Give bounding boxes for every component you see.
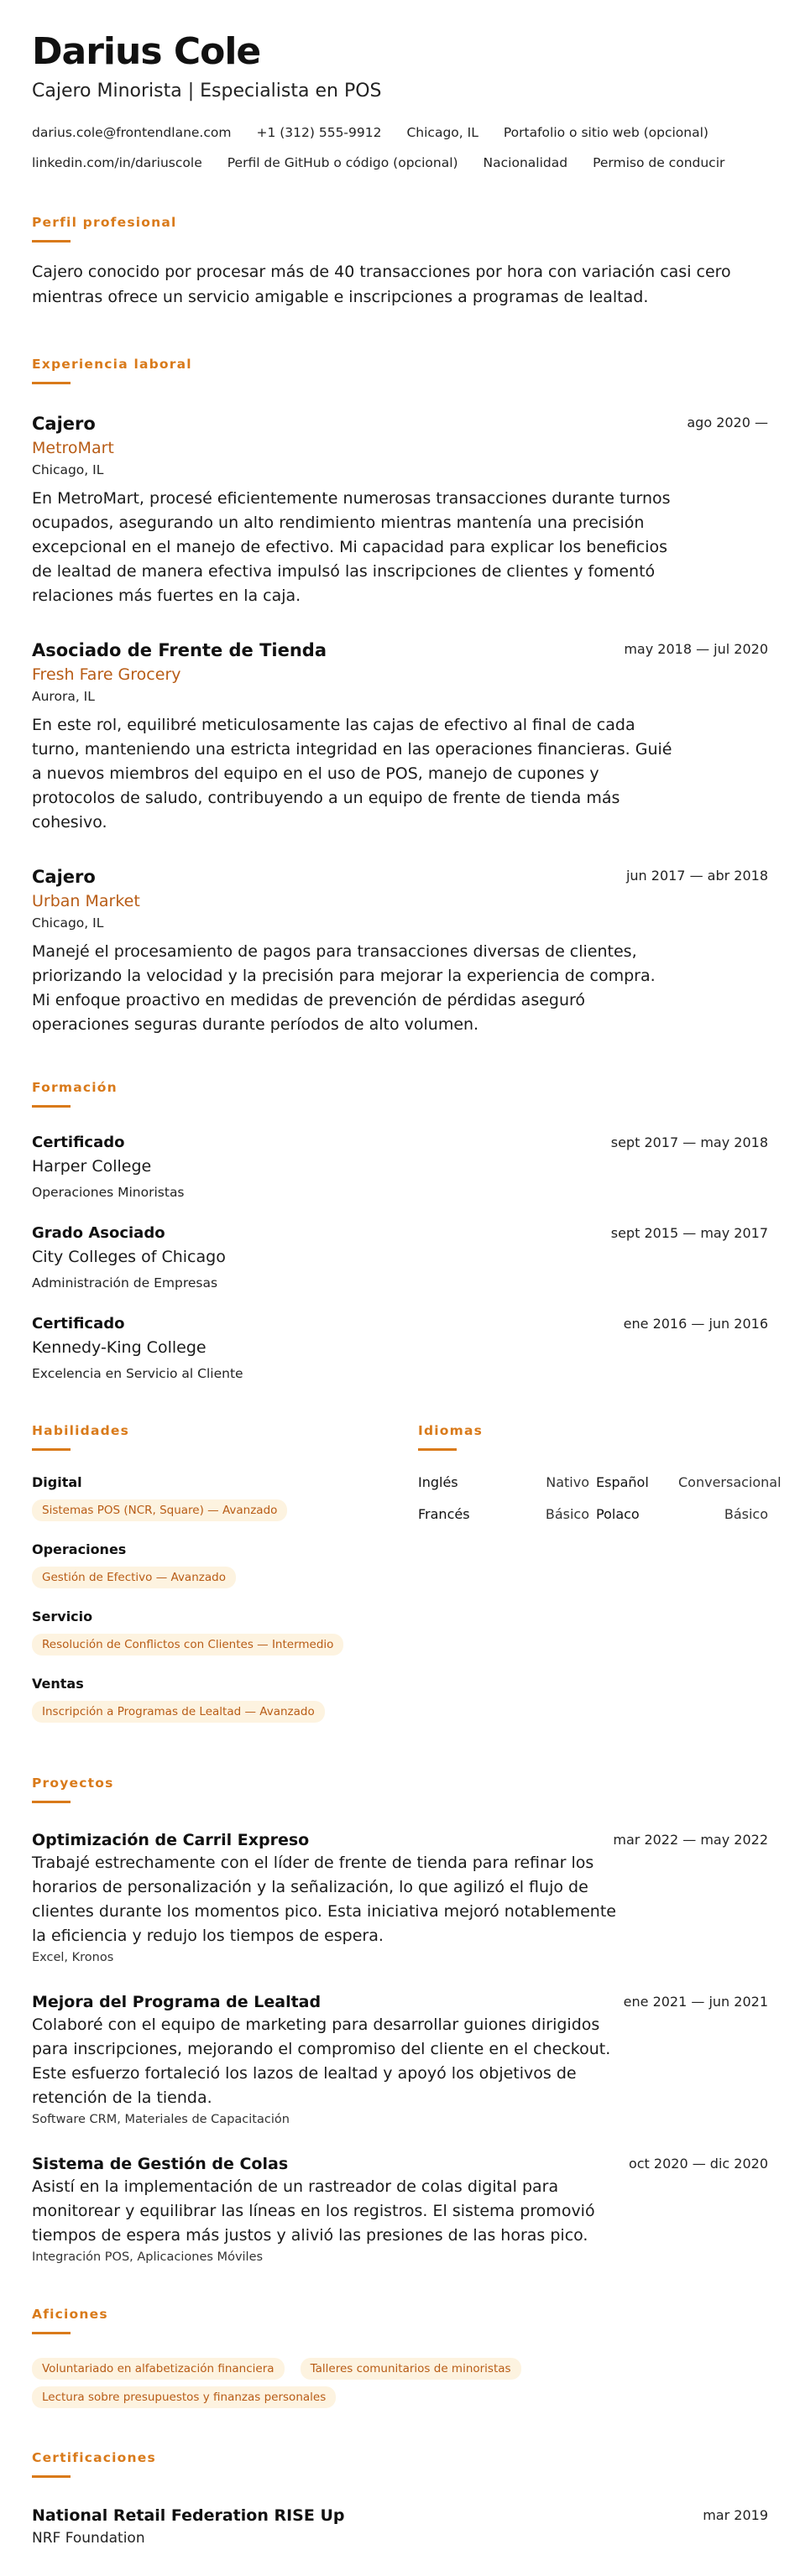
education-school: City Colleges of Chicago [32,1248,226,1266]
section-title-certifications: Certificaciones [32,2450,156,2465]
project-title: Sistema de Gestión de Colas [32,2155,289,2173]
language-name: Español [596,1474,649,1490]
language-level: Básico [724,1506,768,1522]
section-rule [32,2332,71,2334]
section-rule [32,2475,71,2478]
job-entry [32,864,768,1037]
language-grid [418,1473,782,1525]
contact-list [32,117,768,178]
education-field: Administración de Empresas [32,1275,218,1291]
job-date: jun 2017 — abr 2018 [625,868,768,884]
job-company: Urban Market [32,892,140,910]
job-title: Cajero [32,414,96,434]
language-level: Básico [545,1506,589,1522]
contact-phone[interactable]: +1 (312) 555-9912 [256,125,382,140]
skills-languages-row [32,1421,782,1723]
project-tech: Software CRM, Materiales de Capacitación [32,2113,290,2126]
certification-issuer: NRF Foundation [32,2530,145,2547]
hobby-list [32,2351,720,2408]
job-location: Chicago, IL [32,462,104,477]
job-entry [32,638,768,835]
education-entry [32,1222,768,1294]
job-company: MetroMart [32,439,114,457]
language-level: Nativo [546,1474,589,1490]
skill-group [32,1473,401,1521]
language-name: Polaco [596,1506,640,1522]
job-title: Cajero [32,867,96,887]
profile-section [32,213,768,310]
education-date: sept 2015 — may 2017 [610,1225,768,1241]
profile-summary: Cajero conocido por procesar más de 40 transacciones por hora con variación casi cero mientras ofrece un servicio amigable e inscripciones a programas de lealtad. [32,263,731,306]
project-description: Asistí en la implementación de un rastreador de colas digital para monitorear y equilibrar las líneas en los registros. El sistema promovió tiempos de espera más justos y alivió las presiones de las horas pico. [32,2177,595,2245]
project-title: Mejora del Programa de Lealtad [32,1993,322,2011]
education-degree: Certificado [32,1134,125,1151]
project-title: Optimización de Carril Expreso [32,1831,310,1849]
skill-category: Servicio [32,1609,93,1624]
job-title: Asociado de Frente de Tienda [32,640,327,660]
education-field: Excelencia en Servicio al Cliente [32,1366,243,1381]
education-date: sept 2017 — may 2018 [610,1134,768,1150]
project-entry [32,2153,768,2266]
job-description: En este rol, equilibré meticulosamente las cajas de efectivo al final de cada turno, manteniendo una estricta integridad en las operaciones financieras. Guié a nuevos miembros del equipo en el uso de POS, manejo de cupones y protocolos de saludo, contribuyendo a un equipo de frente de tienda más cohesivo. [32,716,672,832]
project-description: Colaboré con el equipo de marketing para desarrollar guiones dirigidos para inscripciones, mejorando el compromiso del cliente en el checkout. Este esfuerzo fortaleció los lazos de lealtad y apoyó los objetivos de retención de la tienda. [32,2015,611,2107]
skill-group [32,1674,401,1723]
education-date: ene 2016 — jun 2016 [623,1316,768,1332]
skill-badge: Inscripción a Programas de Lealtad — Avanzado [32,1701,325,1723]
job-date: may 2018 — jul 2020 [624,641,768,657]
education-degree: Grado Asociado [32,1224,165,1242]
project-date: ene 2021 — jun 2021 [623,1994,768,2010]
certifications-section [32,2448,768,2478]
skills-section [32,1421,401,1723]
job-company: Fresh Fare Grocery [32,665,181,684]
section-title-projects: Proyectos [32,1776,114,1791]
education-entry [32,1312,768,1384]
job-description: Manejé el procesamiento de pagos para transacciones diversas de clientes, priorizando la velocidad y la precisión para mejorar la experiencia de compra. Mi enfoque proactivo en medidas de prevención de pérdidas aseguró operaciones seguras durante períodos de alto volumen. [32,942,656,1034]
project-date: mar 2022 — may 2022 [613,1832,768,1848]
education-entry [32,1131,768,1203]
hobby-badge: Talleres comunitarios de minoristas [301,2358,521,2380]
skill-badge: Gestión de Efectivo — Avanzado [32,1567,236,1588]
section-title-education: Formación [32,1080,118,1095]
section-title-skills: Habilidades [32,1423,130,1438]
candidate-headline: Cajero Minorista | Especialista en POS [32,81,382,102]
skill-group [32,1540,401,1588]
contact-github[interactable]: Perfil de GitHub o código (opcional) [227,155,458,170]
certification-date: mar 2019 [703,2507,768,2523]
contact-email[interactable]: darius.cole@frontendlane.com [32,125,232,140]
hobbies-section [32,2305,768,2408]
project-date: oct 2020 — dic 2020 [628,2156,768,2172]
job-location: Aurora, IL [32,689,95,704]
experience-section [32,355,768,384]
project-description: Trabajé estrechamente con el líder de frente de tienda para refinar los horarios de personalización y la señalización, lo que agilizó el flujo de clientes durante los momentos pico. Esta iniciativa mejoró notablemente la eficiencia y redujo los tiempos de espera. [32,1854,616,1945]
contact-linkedin[interactable]: linkedin.com/in/dariuscole [32,155,202,170]
contact-location: Chicago, IL [406,125,478,140]
language-name: Francés [418,1506,470,1522]
hobby-badge: Voluntariado en alfabetización financiera [32,2358,285,2380]
projects-section [32,1774,768,1803]
section-rule [32,1448,71,1451]
job-description: En MetroMart, procesé eficientemente numerosas transacciones durante turnos ocupados, asegurando un alto rendimiento mientras mantenía una precisión excepcional en el manejo de efectivo. Mi capacidad para explicar los beneficios de lealtad de manera efectiva impulsó las inscripciones de clientes y fomentó relaciones más fuertes en la caja. [32,489,671,605]
skill-category: Operaciones [32,1541,127,1557]
skill-category: Ventas [32,1676,84,1692]
education-section [32,1078,768,1108]
project-entry [32,1829,768,1967]
project-entry [32,1991,768,2129]
section-rule [32,1801,71,1803]
section-title-experience: Experiencia laboral [32,357,192,372]
skill-badge: Sistemas POS (NCR, Square) — Avanzado [32,1499,287,1521]
skill-group [32,1607,401,1656]
education-school: Harper College [32,1157,152,1176]
languages-section [418,1421,782,1525]
section-rule [32,1105,71,1108]
job-date: ago 2020 — [687,415,768,430]
section-rule [418,1448,457,1451]
hobby-badge: Lectura sobre presupuestos y finanzas personales [32,2386,336,2408]
skill-category: Digital [32,1474,82,1490]
job-location: Chicago, IL [32,915,104,931]
contact-website[interactable]: Portafolio o sitio web (opcional) [503,125,708,140]
section-rule [32,382,71,384]
skill-badge: Resolución de Conflictos con Clientes — Intermedio [32,1634,343,1656]
language-name: Inglés [418,1474,458,1490]
language-level: Conversacional [678,1474,782,1490]
project-tech: Integración POS, Aplicaciones Móviles [32,2250,264,2264]
candidate-name: Darius Cole [32,30,261,73]
education-field: Operaciones Minoristas [32,1185,185,1200]
section-title-languages: Idiomas [418,1423,484,1438]
certification-entry [32,2504,768,2549]
section-title-hobbies: Aficiones [32,2307,108,2322]
certification-title: National Retail Federation RISE Up [32,2506,345,2525]
contact-license: Permiso de conducir [593,155,725,170]
education-school: Kennedy-King College [32,1338,207,1357]
job-entry [32,411,768,608]
contact-nationality: Nacionalidad [483,155,568,170]
project-tech: Excel, Kronos [32,1951,114,1964]
section-rule [32,240,71,242]
section-title-profile: Perfil profesional [32,215,177,230]
education-degree: Certificado [32,1315,125,1332]
